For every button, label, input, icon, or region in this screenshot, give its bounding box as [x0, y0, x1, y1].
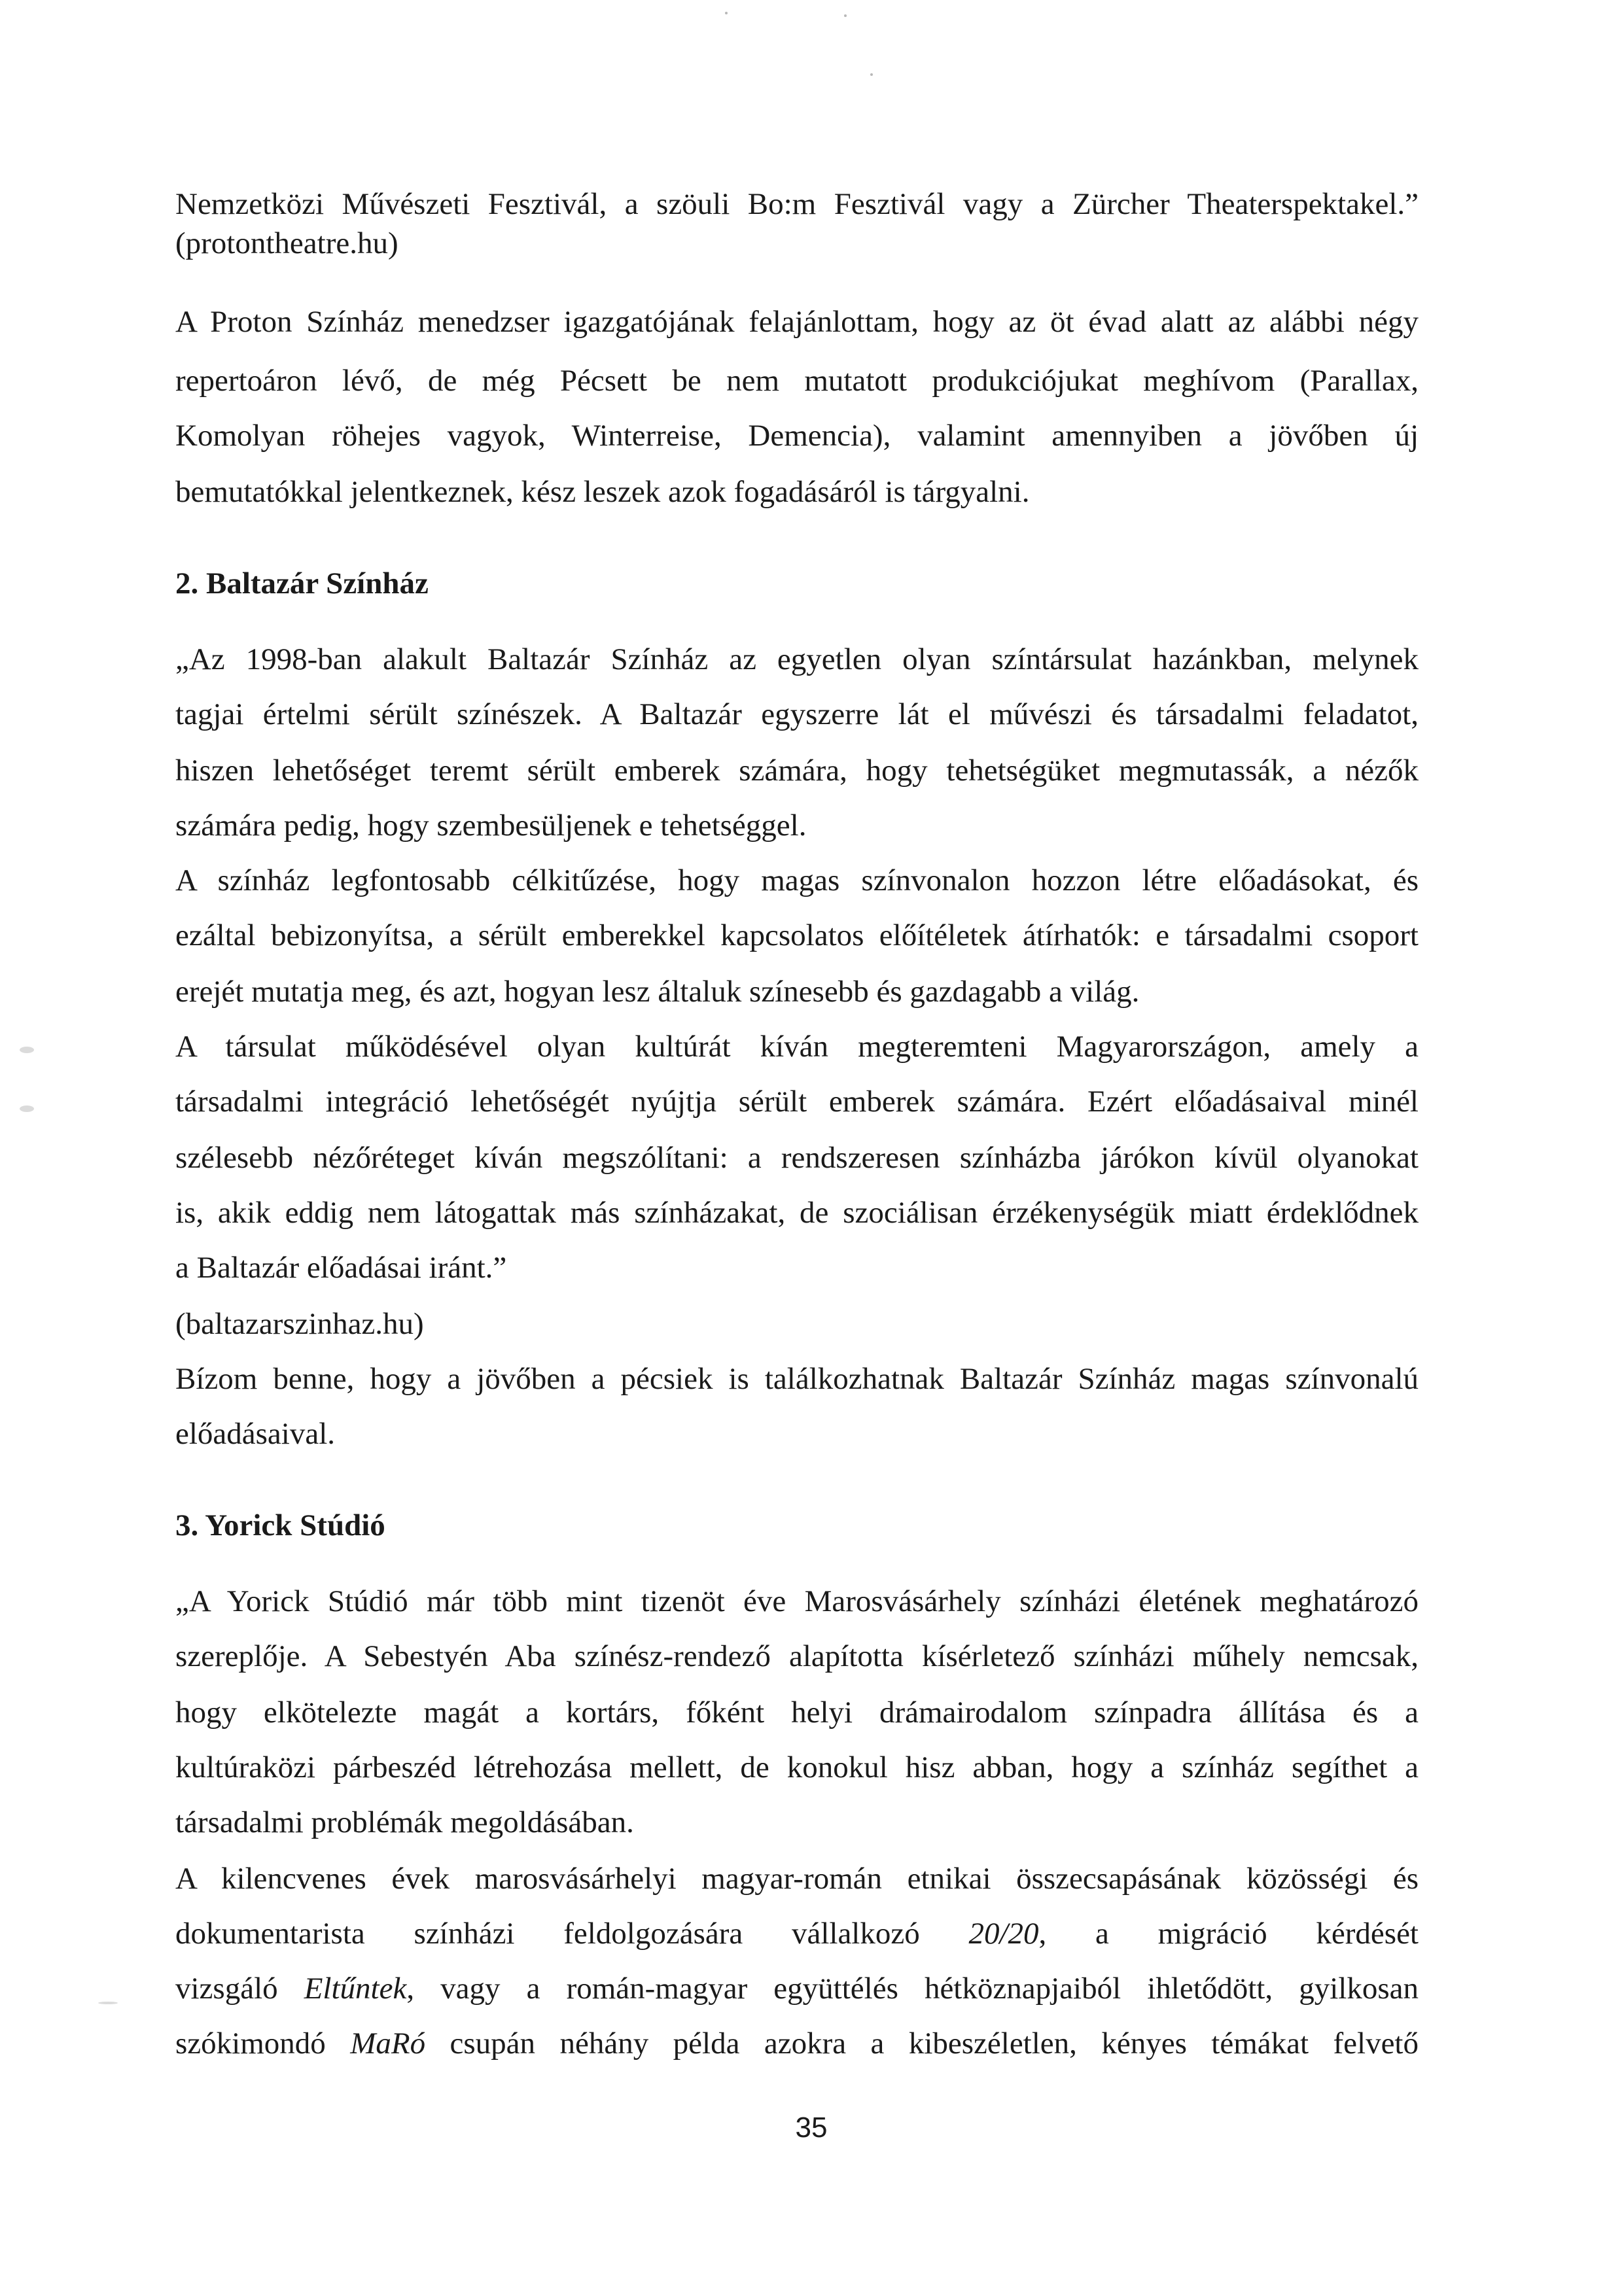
body-text-line: ezáltal bebizonyítsa, a sérült emberekkel kapcsolatos előítéletek átírhatók: e társadalmi csoport: [175, 918, 1419, 952]
body-text-line: [175, 2024, 1419, 2063]
body-text-line: Bízom benne, hogy a jövőben a pécsiek is találkozhatnak Baltazár Színház magas színvonalú: [175, 1362, 1419, 1396]
body-text-line: társadalmi integráció lehetőségét nyújtja sérült emberek számára. Ezért előadásaival minél: [175, 1085, 1419, 1119]
body-text-line: is, akik eddig nem látogattak más színházakat, de szociálisan érzékenységük miatt érdeklődnek: [175, 1196, 1419, 1230]
body-text-line: A társulat működésével olyan kultúrát kíván megteremteni Magyarországon, amely a: [175, 1030, 1419, 1064]
body-text-line: a Baltazár előadásai iránt.”: [175, 1251, 507, 1285]
text-segment: , vagy a román-magyar együttélés hétköznapjaiból ihletődött, gyilkosan: [406, 1972, 1419, 2006]
source-citation: (protontheatre.hu): [175, 226, 398, 260]
text-segment: , a migráció kérdését: [1038, 1917, 1419, 1951]
body-text-line: társadalmi problémák megoldásában.: [175, 1805, 634, 1839]
body-text-line: A színház legfontosabb célkitűzése, hogy magas színvonalon hozzon létre előadásokat, és: [175, 863, 1419, 897]
text-segment: vizsgáló: [175, 1972, 304, 2006]
production-title: Eltűntek: [304, 1972, 407, 2006]
page-number: 35: [795, 2112, 828, 2144]
body-text-line: szereplője. A Sebestyén Aba színész-rendező alapította kísérletező színházi műhely nemcsak,: [175, 1639, 1419, 1673]
body-text-line: repertoáron lévő, de még Pécsett be nem mutatott produkciójukat meghívom (Parallax,: [175, 364, 1419, 398]
scan-speck: [870, 73, 873, 76]
body-text-line: számára pedig, hogy szembesüljenek e tehetséggel.: [175, 809, 807, 843]
scan-speck: [20, 1105, 34, 1112]
body-text-line: kultúraközi párbeszéd létrehozása mellett, de konokul hisz abban, hogy a színház segíthet a: [175, 1750, 1419, 1784]
body-text-line: [175, 1914, 1419, 1953]
body-text-line: [175, 1969, 1419, 2008]
production-title: 20/20: [968, 1917, 1039, 1951]
body-text-line: hiszen lehetőséget teremt sérült emberek számára, hogy tehetségüket megmutassák, a nézők: [175, 754, 1419, 788]
body-text-line: A kilencvenes évek marosvásárhelyi magyar-román etnikai összecsapásának közösségi és: [175, 1862, 1419, 1896]
production-title: MaRó: [350, 2026, 426, 2061]
scan-speck: [98, 2002, 118, 2004]
scan-speck: [20, 1047, 34, 1053]
body-text-line: Komolyan röhejes vagyok, Winterreise, Demencia), valamint amennyiben a jövőben új: [175, 419, 1419, 453]
body-text-line: bemutatókkal jelentkeznek, kész leszek azok fogadásáról is tárgyalni.: [175, 475, 1030, 509]
body-text-line: A Proton Színház menedzser igazgatójának felajánlottam, hogy az öt évad alatt az alábbi négy: [175, 305, 1419, 339]
body-text-line: „A Yorick Stúdió már több mint tizenöt éve Marosvásárhely színházi életének meghatározó: [175, 1584, 1419, 1618]
body-text-line: erejét mutatja meg, és azt, hogyan lesz általuk színesebb és gazdagabb a világ.: [175, 975, 1140, 1009]
text-segment: csupán néhány példa azokra a kibeszéletlen, kényes témákat felvető: [425, 2026, 1419, 2061]
body-text-line: szélesebb nézőréteget kíván megszólítani: a rendszeresen színházba járókon kívül olyanokat: [175, 1141, 1419, 1175]
body-text-line: előadásaival.: [175, 1417, 336, 1451]
section-heading: 3. Yorick Stúdió: [175, 1508, 385, 1542]
body-text-line: Nemzetközi Művészeti Fesztivál, a szöuli Bo:m Fesztivál vagy a Zürcher Theaterspektakel.”: [175, 187, 1419, 221]
section-heading: 2. Baltazár Színház: [175, 566, 429, 600]
scan-speck: [725, 12, 728, 14]
body-text-line: hogy elkötelezte magát a kortárs, főként helyi drámairodalom színpadra állítása és a: [175, 1696, 1419, 1730]
text-segment: szókimondó: [175, 2026, 351, 2061]
text-segment: dokumentarista színházi feldolgozására vállalkozó: [175, 1917, 969, 1951]
scan-speck: [844, 14, 847, 17]
body-text-line: tagjai értelmi sérült színészek. A Baltazár egyszerre lát el művészi és társadalmi feladatot,: [175, 697, 1419, 731]
source-citation: (baltazarszinhaz.hu): [175, 1307, 424, 1341]
body-text-line: „Az 1998-ban alakult Baltazár Színház az egyetlen olyan színtársulat hazánkban, melynek: [175, 642, 1419, 676]
